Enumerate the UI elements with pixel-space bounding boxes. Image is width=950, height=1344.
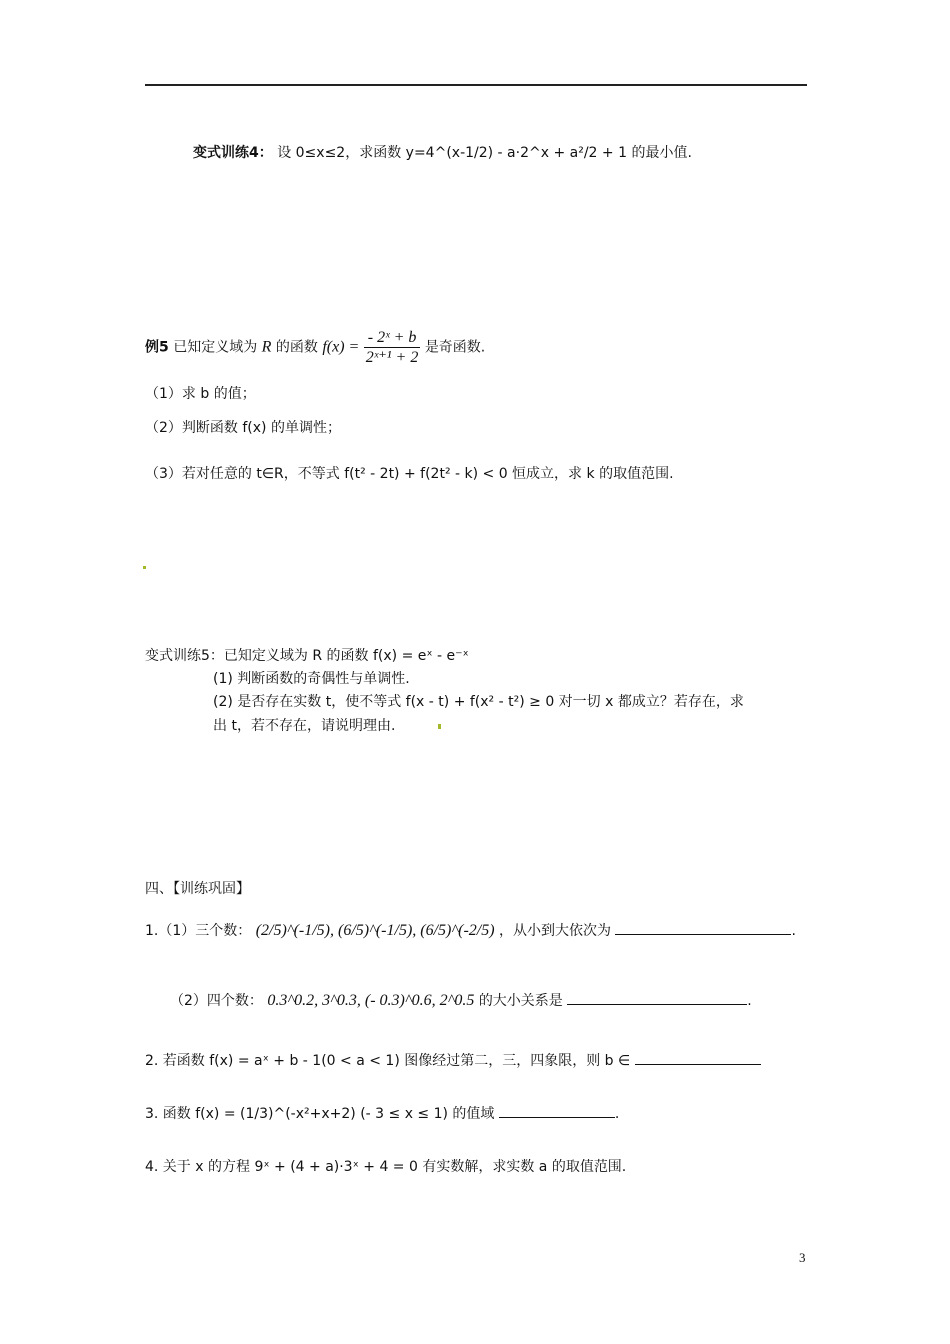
s4-q1a-blank[interactable]: [615, 920, 791, 935]
s4-q3-text: 3. 函数 f(x) = (1/3)^(-x²+x+2) (- 3 ≤ x ≤ 1) 的值域: [145, 1106, 495, 1122]
variant5-line1: 变式训练5：已知定义域为 R 的函数 f(x) = eˣ - e⁻ˣ: [145, 648, 469, 664]
s4-q1b-blank[interactable]: [567, 990, 747, 1005]
s4-q1a-suffix: ，从小到大依次为: [499, 923, 612, 939]
ex5-q3: （3）若对任意的 t∈R，不等式 f(t² - 2t) + f(2t² - k) < 0 恒成立，求 k 的取值范围.: [145, 466, 674, 482]
s4-q2-blank[interactable]: [635, 1050, 761, 1065]
ex5-label: 例5: [145, 339, 169, 356]
s4-q1b-suffix: 的大小关系是: [478, 993, 563, 1009]
s4-q1a-prefix: 1.（1）三个数：: [145, 923, 252, 939]
ex5-fraction: [364, 328, 421, 367]
ex5-frac-num: - 2ˣ + b: [364, 328, 421, 348]
ex5-line: [145, 328, 485, 367]
ex5-frac-den: 2ˣ⁺¹ + 2: [365, 349, 419, 367]
variant4-line: [193, 142, 692, 162]
ex5-fx: f(x) =: [322, 338, 360, 356]
ex5-tail: 是奇函数.: [424, 339, 486, 356]
s4-q4: 4. 关于 x 的方程 9ˣ + (4 + a)·3ˣ + 4 = 0 有实数解，求实数 a 的取值范围.: [145, 1159, 627, 1175]
s4-q1a-math: (2/5)^(-1/5), (6/5)^(-1/5), (6/5)^(-2/5): [255, 922, 495, 939]
s4-q3-blank[interactable]: [499, 1103, 615, 1118]
ex5-intro: 已知定义域为: [173, 339, 258, 356]
stray-dot: [143, 566, 146, 569]
ex5-q1: （1）求 b 的值；: [145, 386, 256, 402]
variant5-line2: (1) 判断函数的奇偶性与单调性.: [213, 671, 410, 687]
variant4-label: 变式训练4：: [193, 145, 273, 161]
s4-q2: [145, 1050, 761, 1070]
page-number: 3: [799, 1250, 806, 1265]
s4-q1b: （2）四个数： 0.3^0.2, 3^0.3, (- 0.3)^0.6, 2^0.5 的大小关系是 .: [170, 992, 752, 1009]
header-rule: [145, 84, 807, 86]
variant4-text: 设 0≤x≤2，求函数 y=4^(x-1/2) - a·2^x + a²/2 + 1 的最小值.: [277, 145, 692, 161]
s4-q3: 3. 函数 f(x) = (1/3)^(-x²+x+2) (- 3 ≤ x ≤ 1) 的值域 .: [145, 1103, 619, 1123]
stray-dot-2: [438, 724, 441, 729]
ex5-fn: 的函数: [275, 339, 318, 356]
s4-q1b-math: 0.3^0.2, 3^0.3, (- 0.3)^0.6, 2^0.5: [267, 992, 475, 1009]
s4-q1a: 1.（1）三个数： (2/5)^(-1/5), (6/5)^(-1/5), (6/5)^(-2/5) ，从小到大依次为 .: [145, 922, 796, 939]
variant5-line3: (2) 是否存在实数 t，使不等式 f(x - t) + f(x² - t²) ≥ 0 对一切 x 都成立？若存在，求: [213, 694, 744, 710]
variant5-line4: 出 t，若不存在，请说明理由.: [213, 718, 396, 734]
s4-q1b-prefix: （2）四个数：: [170, 993, 263, 1009]
ex5-q2: （2）判断函数 f(x) 的单调性；: [145, 420, 341, 436]
ex5-R: R: [261, 338, 272, 356]
s4-q2-text: 2. 若函数 f(x) = aˣ + b - 1(0 < a < 1) 图像经过第二，三，四象限，则 b ∈: [145, 1053, 631, 1069]
section4-title: 四、【训练巩固】: [145, 881, 250, 897]
